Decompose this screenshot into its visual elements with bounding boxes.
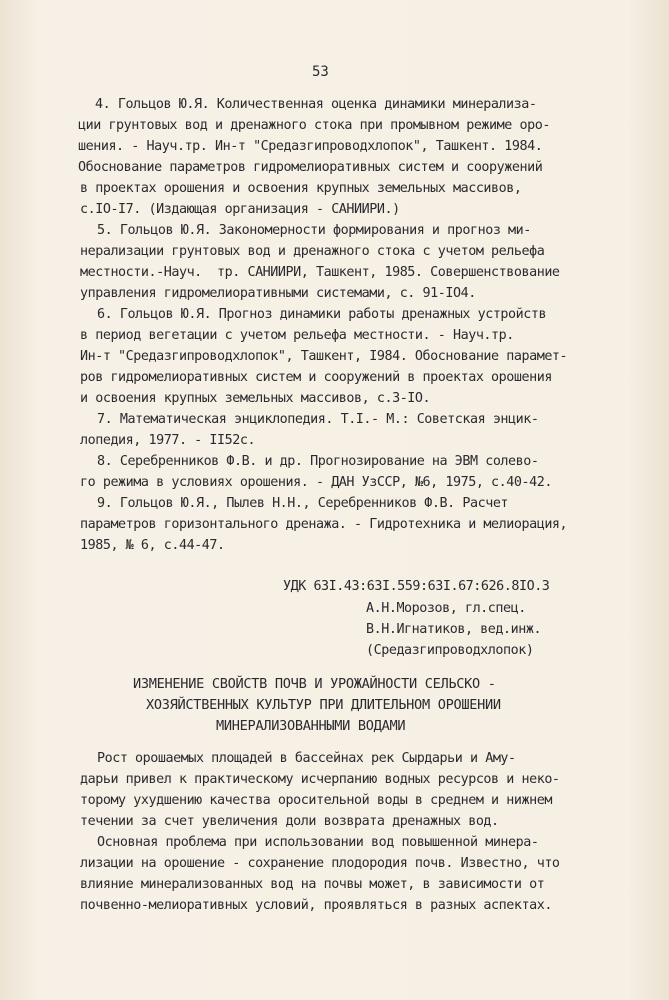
ref-line: Обоснование параметров гидромелиоративных систем и сооружений (78, 160, 543, 175)
ref-line: в период вегетации с учетом рельефа местности. - Науч.тр. (80, 328, 514, 343)
body-line: влияние минерализованных вод на почвы может, в зависимости от (80, 877, 545, 892)
ref-line: и освоения крупных земельных массивов, с.3-IO. (80, 391, 431, 406)
body-line: торому ухудшению качества оросительной воды в среднем и нижнем (80, 793, 552, 808)
ref-line: управления гидромелиоративными системами, с. 91-IO4. (80, 286, 476, 301)
author-line: (Средазгипроводхлопок) (366, 643, 534, 658)
ref-line: местности.-Науч. тр. САНИИРИ, Ташкент, 1985. Совершенствование (80, 265, 560, 280)
ref-line: нерализации грунтовых вод и дренажного стока с учетом рельефа (80, 244, 545, 259)
body-line: Основная проблема при использовании вод повышенной минера- (97, 835, 539, 850)
ref-line: 4. Гольцов Ю.Я. Количественная оценка динамики минерализа- (95, 97, 537, 112)
ref-line: Ин-т "Средазгипроводхлопок", Ташкент, I984. Обоснование парамет- (80, 349, 568, 364)
udk-code: УДК 63I.43:63I.559:63I.67:626.8IO.3 (283, 579, 550, 594)
ref-line: 1985, № 6, с.44-47. (80, 538, 225, 553)
ref-line: 7. Математическая энциклопедия. Т.I.- М.: Советская энцик- (97, 412, 539, 427)
ref-line: 9. Гольцов Ю.Я., Пылев Н.Н., Серебренников Ф.В. Расчет (97, 496, 509, 511)
ref-line: шения. - Науч.тр. Ин-т "Средазгипроводхлопок", Ташкент. 1984. (78, 139, 543, 154)
ref-line: с.IO-I7. (Издающая организация - САНИИРИ.) (80, 202, 400, 217)
ref-line: 5. Гольцов Ю.Я. Закономерности формирования и прогноз ми- (97, 223, 531, 238)
ref-line: го режима в условиях орошения. - ДАН УзССР, №6, 1975, с.40-42. (80, 475, 552, 490)
page-number: 53 (312, 64, 329, 80)
author-line: А.Н.Морозов, гл.спец. (366, 601, 526, 616)
body-line: Рост орошаемых площадей в бассейнах рек Сырдарьи и Аму- (97, 751, 516, 766)
title-line: МИНЕРАЛИЗОВАННЫМИ ВОДАМИ (216, 718, 406, 734)
title-line: ХОЗЯЙСТВЕННЫХ КУЛЬТУР ПРИ ДЛИТЕЛЬНОМ ОРОШЕНИИ (146, 697, 501, 713)
author-line: В.Н.Игнатиков, вед.инж. (366, 622, 542, 637)
ref-line: лопедия, 1977. - II52с. (80, 433, 256, 448)
body-line: почвенно-мелиоративных условий, проявляться в разных аспектах. (80, 898, 552, 913)
body-line: течении за счет увеличения доли возврата дренажных вод. (80, 814, 499, 829)
title-line: ИЗМЕНЕНИЕ СВОЙСТВ ПОЧВ И УРОЖАЙНОСТИ СЕЛЬСКО - (133, 676, 496, 692)
ref-line: 8. Серебренников Ф.В. и др. Прогнозирование на ЭВМ солево- (97, 454, 539, 469)
body-line: дарьи привел к практическому исчерпанию водных ресурсов и неко- (80, 772, 560, 787)
ref-line: ров гидромелиоративных систем и сооружений в проектах орошения (80, 370, 552, 385)
ref-line: параметров горизонтального дренажа. - Гидротехника и мелиорация, (80, 517, 568, 532)
ref-line: 6. Гольцов Ю.Я. Прогноз динамики работы дренажных устройств (97, 307, 547, 322)
ref-line: в проектах орошения и освоения крупных земельных массивов, (80, 181, 522, 196)
body-line: лизации на орошение - сохранение плодородия почв. Известно, что (80, 856, 560, 871)
ref-line: ции грунтовых вод и дренажного стока при промывном режиме оро- (78, 118, 550, 133)
